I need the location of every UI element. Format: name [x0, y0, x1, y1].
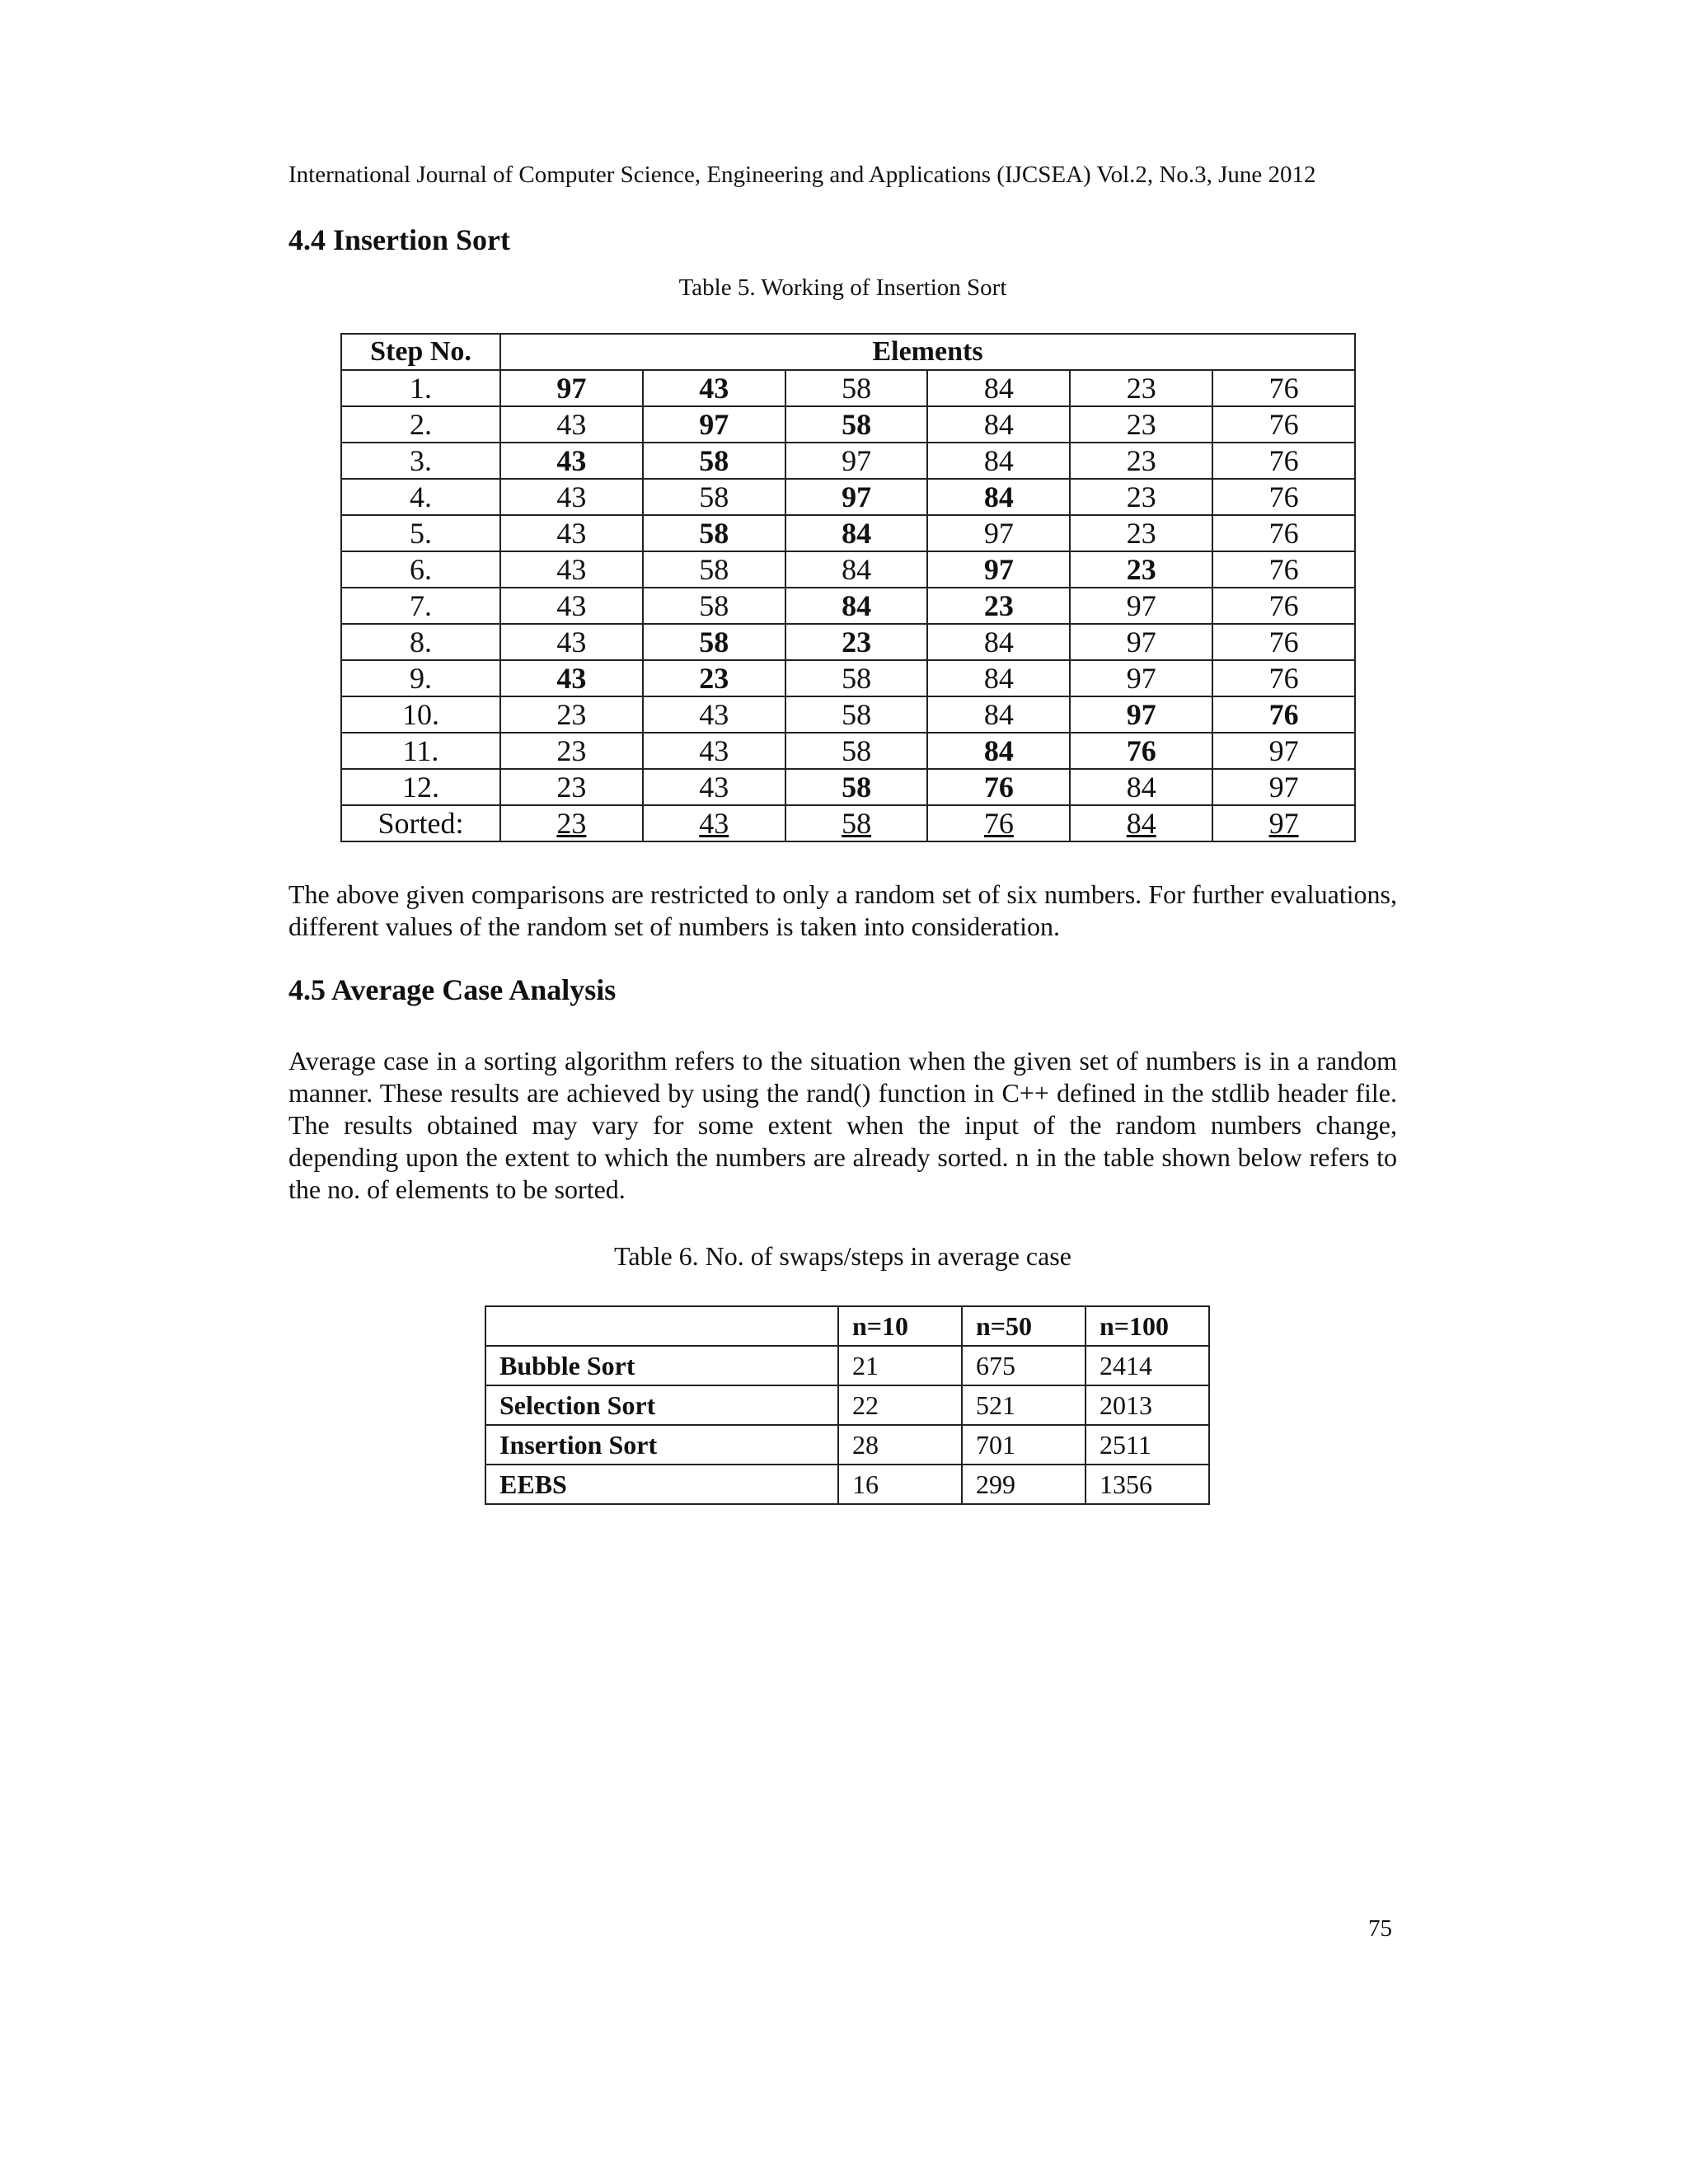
element-cell: 84 — [927, 370, 1070, 406]
element-cell: 97 — [1070, 696, 1212, 733]
element-cell: 97 — [785, 443, 928, 479]
page-number: 75 — [1368, 1915, 1392, 1942]
element-cell: 76 — [1212, 660, 1355, 696]
element-cell: 43 — [500, 551, 643, 588]
element-cell: 43 — [500, 443, 643, 479]
element-cell: 97 — [500, 370, 643, 406]
element-cell: 97 — [643, 406, 785, 443]
sorted-element-cell: 58 — [785, 805, 928, 841]
step-number-cell: 12. — [341, 769, 500, 805]
element-cell: 58 — [785, 660, 928, 696]
element-cell: 23 — [1070, 370, 1212, 406]
sorted-label-cell: Sorted: — [341, 805, 500, 841]
element-cell: 58 — [643, 443, 785, 479]
paragraph-comparisons: The above given comparisons are restricted to only a random set of six numbers. For further evaluations, different values of the random set of numbers is taken into consideration. — [288, 879, 1397, 941]
table6-row — [485, 1385, 1209, 1425]
step-number-cell: 6. — [341, 551, 500, 588]
element-cell: 76 — [1212, 479, 1355, 515]
element-cell: 84 — [927, 696, 1070, 733]
algorithm-name-cell: Insertion Sort — [485, 1425, 838, 1465]
element-cell: 76 — [1212, 443, 1355, 479]
sorted-element-cell: 84 — [1070, 805, 1212, 841]
element-cell: 23 — [1070, 443, 1212, 479]
table5-row — [341, 515, 1355, 551]
table6-header-row — [485, 1306, 1209, 1346]
sorted-element-cell: 76 — [927, 805, 1070, 841]
element-cell: 58 — [643, 624, 785, 660]
swap-count-cell: 2511 — [1085, 1425, 1209, 1465]
step-number-cell: 10. — [341, 696, 500, 733]
swap-count-cell: 16 — [838, 1465, 962, 1504]
element-cell: 43 — [500, 479, 643, 515]
insertion-sort-table — [340, 333, 1356, 842]
element-cell: 43 — [500, 515, 643, 551]
element-cell: 84 — [927, 479, 1070, 515]
table6-header-cell: n=10 — [838, 1306, 962, 1346]
element-cell: 97 — [1212, 769, 1355, 805]
element-cell: 84 — [1070, 769, 1212, 805]
journal-header: International Journal of Computer Science, Engineering and Applications (IJCSEA) Vol.2, No.3, June 2012 — [288, 162, 1316, 188]
element-cell: 58 — [785, 696, 928, 733]
element-cell: 97 — [1212, 733, 1355, 769]
element-cell: 58 — [643, 551, 785, 588]
element-cell: 23 — [643, 660, 785, 696]
swap-count-cell: 521 — [962, 1385, 1085, 1425]
element-cell: 97 — [927, 551, 1070, 588]
element-cell: 23 — [500, 696, 643, 733]
element-cell: 23 — [1070, 479, 1212, 515]
element-cell: 97 — [1070, 660, 1212, 696]
element-cell: 76 — [1212, 588, 1355, 624]
element-cell: 76 — [1212, 696, 1355, 733]
sorted-element-cell: 43 — [643, 805, 785, 841]
step-number-cell: 2. — [341, 406, 500, 443]
table6-row — [485, 1425, 1209, 1465]
element-cell: 23 — [500, 733, 643, 769]
element-cell: 84 — [785, 551, 928, 588]
table5-header-row — [341, 334, 1355, 370]
element-cell: 43 — [643, 733, 785, 769]
element-cell: 84 — [927, 660, 1070, 696]
section-heading-insertion-sort: 4.4 Insertion Sort — [288, 223, 510, 256]
table5-row — [341, 769, 1355, 805]
element-cell: 97 — [1070, 624, 1212, 660]
step-number-cell: 5. — [341, 515, 500, 551]
element-cell: 23 — [1070, 551, 1212, 588]
step-number-cell: 8. — [341, 624, 500, 660]
element-cell: 23 — [927, 588, 1070, 624]
table5-row — [341, 406, 1355, 443]
element-cell: 76 — [1212, 406, 1355, 443]
element-cell: 76 — [1070, 733, 1212, 769]
element-cell: 43 — [500, 406, 643, 443]
element-cell: 43 — [643, 769, 785, 805]
element-cell: 76 — [1212, 370, 1355, 406]
table5-row — [341, 660, 1355, 696]
table6-header-cell — [485, 1306, 838, 1346]
element-cell: 97 — [1070, 588, 1212, 624]
elements-header: Elements — [500, 334, 1355, 370]
table5-row — [341, 733, 1355, 769]
table6-caption: Table 6. No. of swaps/steps in average case — [614, 1241, 1071, 1271]
table5-row — [341, 479, 1355, 515]
section-heading-average-case: 4.5 Average Case Analysis — [288, 973, 617, 1006]
element-cell: 97 — [785, 479, 928, 515]
table5-row — [341, 370, 1355, 406]
table5-sorted-row — [341, 805, 1355, 841]
table5-caption: Table 5. Working of Insertion Sort — [678, 274, 1007, 301]
algorithm-name-cell: EEBS — [485, 1465, 838, 1504]
swap-count-cell: 21 — [838, 1346, 962, 1385]
element-cell: 43 — [643, 370, 785, 406]
element-cell: 58 — [785, 406, 928, 443]
element-cell: 23 — [785, 624, 928, 660]
algorithm-name-cell: Bubble Sort — [485, 1346, 838, 1385]
element-cell: 84 — [785, 588, 928, 624]
element-cell: 58 — [785, 769, 928, 805]
element-cell: 43 — [500, 660, 643, 696]
element-cell: 58 — [643, 479, 785, 515]
element-cell: 84 — [927, 624, 1070, 660]
algorithm-name-cell: Selection Sort — [485, 1385, 838, 1425]
element-cell: 58 — [785, 733, 928, 769]
table6-row — [485, 1465, 1209, 1504]
element-cell: 43 — [500, 588, 643, 624]
element-cell: 23 — [500, 769, 643, 805]
element-cell: 23 — [1070, 406, 1212, 443]
element-cell: 84 — [927, 406, 1070, 443]
table6-header-cell: n=50 — [962, 1306, 1085, 1346]
element-cell: 58 — [643, 588, 785, 624]
table6-header-cell: n=100 — [1085, 1306, 1209, 1346]
step-number-cell: 4. — [341, 479, 500, 515]
swap-count-cell: 701 — [962, 1425, 1085, 1465]
step-number-cell: 11. — [341, 733, 500, 769]
sorted-element-cell: 23 — [500, 805, 643, 841]
element-cell: 84 — [927, 443, 1070, 479]
table5-row — [341, 624, 1355, 660]
step-no-header: Step No. — [341, 334, 500, 370]
sorted-element-cell: 97 — [1212, 805, 1355, 841]
table6-row — [485, 1346, 1209, 1385]
swap-count-cell: 28 — [838, 1425, 962, 1465]
step-number-cell: 9. — [341, 660, 500, 696]
table5-row — [341, 696, 1355, 733]
element-cell: 76 — [1212, 551, 1355, 588]
step-number-cell: 1. — [341, 370, 500, 406]
element-cell: 23 — [1070, 515, 1212, 551]
table5-row — [341, 551, 1355, 588]
table5-row — [341, 588, 1355, 624]
step-number-cell: 3. — [341, 443, 500, 479]
element-cell: 58 — [785, 370, 928, 406]
element-cell: 76 — [927, 769, 1070, 805]
element-cell: 84 — [785, 515, 928, 551]
element-cell: 43 — [643, 696, 785, 733]
element-cell: 84 — [927, 733, 1070, 769]
step-number-cell: 7. — [341, 588, 500, 624]
element-cell: 76 — [1212, 624, 1355, 660]
element-cell: 76 — [1212, 515, 1355, 551]
swap-count-cell: 675 — [962, 1346, 1085, 1385]
element-cell: 58 — [643, 515, 785, 551]
table5-row — [341, 443, 1355, 479]
swap-count-cell: 2013 — [1085, 1385, 1209, 1425]
swap-count-cell: 299 — [962, 1465, 1085, 1504]
element-cell: 97 — [927, 515, 1070, 551]
element-cell: 43 — [500, 624, 643, 660]
swap-count-cell: 2414 — [1085, 1346, 1209, 1385]
paragraph-average-case: Average case in a sorting algorithm refers to the situation when the given set of numbers is in a random manner. These results are achieved by using the rand() function in C++ defined in the stdlib header file. The results obtained may vary for some extent when the input of the random numbers change, depending upon the extent to which the numbers are already sorted. n in the table shown below refers to the no. of elements to be sorted. — [288, 1046, 1397, 1204]
swap-count-cell: 22 — [838, 1385, 962, 1425]
swap-count-cell: 1356 — [1085, 1465, 1209, 1504]
average-case-table — [485, 1305, 1210, 1505]
